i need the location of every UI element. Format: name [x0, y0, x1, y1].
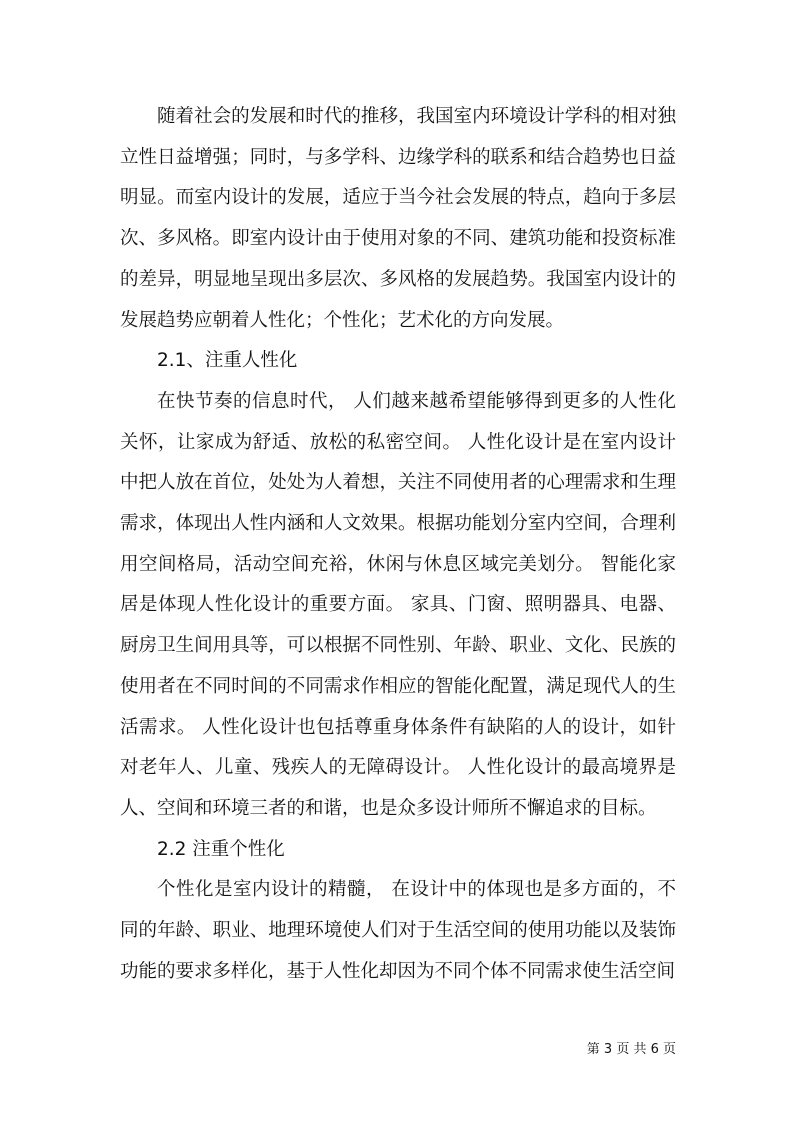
- paragraph-individualization: 个性化是室内设计的精髓， 在设计中的体现也是多方面的，不同的年龄、职业、地理环境使人们对于生活空间的使用功能以及装饰功能的要求多样化，基于人性化却因为不同个体不同需求使生活空间: [120, 879, 676, 982]
- paragraph-development-trend: 随着社会的发展和时代的推移，我国室内环境设计学科的相对独立性日益增强；同时，与多学科、边缘学科的联系和结合趋势也日益明显。而室内设计的发展，适应于当今社会发展的特点，趋向于多层次、多风格。即室内设计由于使用对象的不同、建筑功能和投资标准的差异，明显地呈现出多层次、多风格的发展趋势。我国室内设计的发展趋势应朝着人性化；个性化；艺术化的方向发展。: [120, 106, 676, 331]
- paragraph-humanization: 在快节奏的信息时代， 人们越来越希望能够得到更多的人性化关怀，让家成为舒适、放松的私密空间。 人性化设计是在室内设计中把人放在首位，处处为人着想，关注不同使用者的心理需求和生理需求，体现出人性内涵和人文效果。根据功能划分室内空间，合理利用空间格局，活动空间充裕，休闲与休息区域完美划分。 智能化家居是体现人性化设计的重要方面。 家具、门窗、照明器具、电器、厨房卫生间用具等，可以根据不同性别、年龄、职业、文化、民族的使用者在不同时间的不同需求作相应的智能化配置，满足现代人的生活需求。 人性化设计也包括尊重身体条件有缺陷的人的设计，如针对老年人、儿童、残疾人的无障碍设计。 人性化设计的最高境界是人、空间和环境三者的和谐，也是众多设计师所不懈追求的目标。: [120, 390, 676, 819]
- page-number-footer: 第 3 页 共 6 页: [586, 1042, 676, 1057]
- section-heading-humanization: 2.1、注重人性化: [157, 350, 298, 372]
- document-body: [120, 97, 676, 992]
- section-heading-individualization: 2.2 注重个性化: [157, 838, 285, 860]
